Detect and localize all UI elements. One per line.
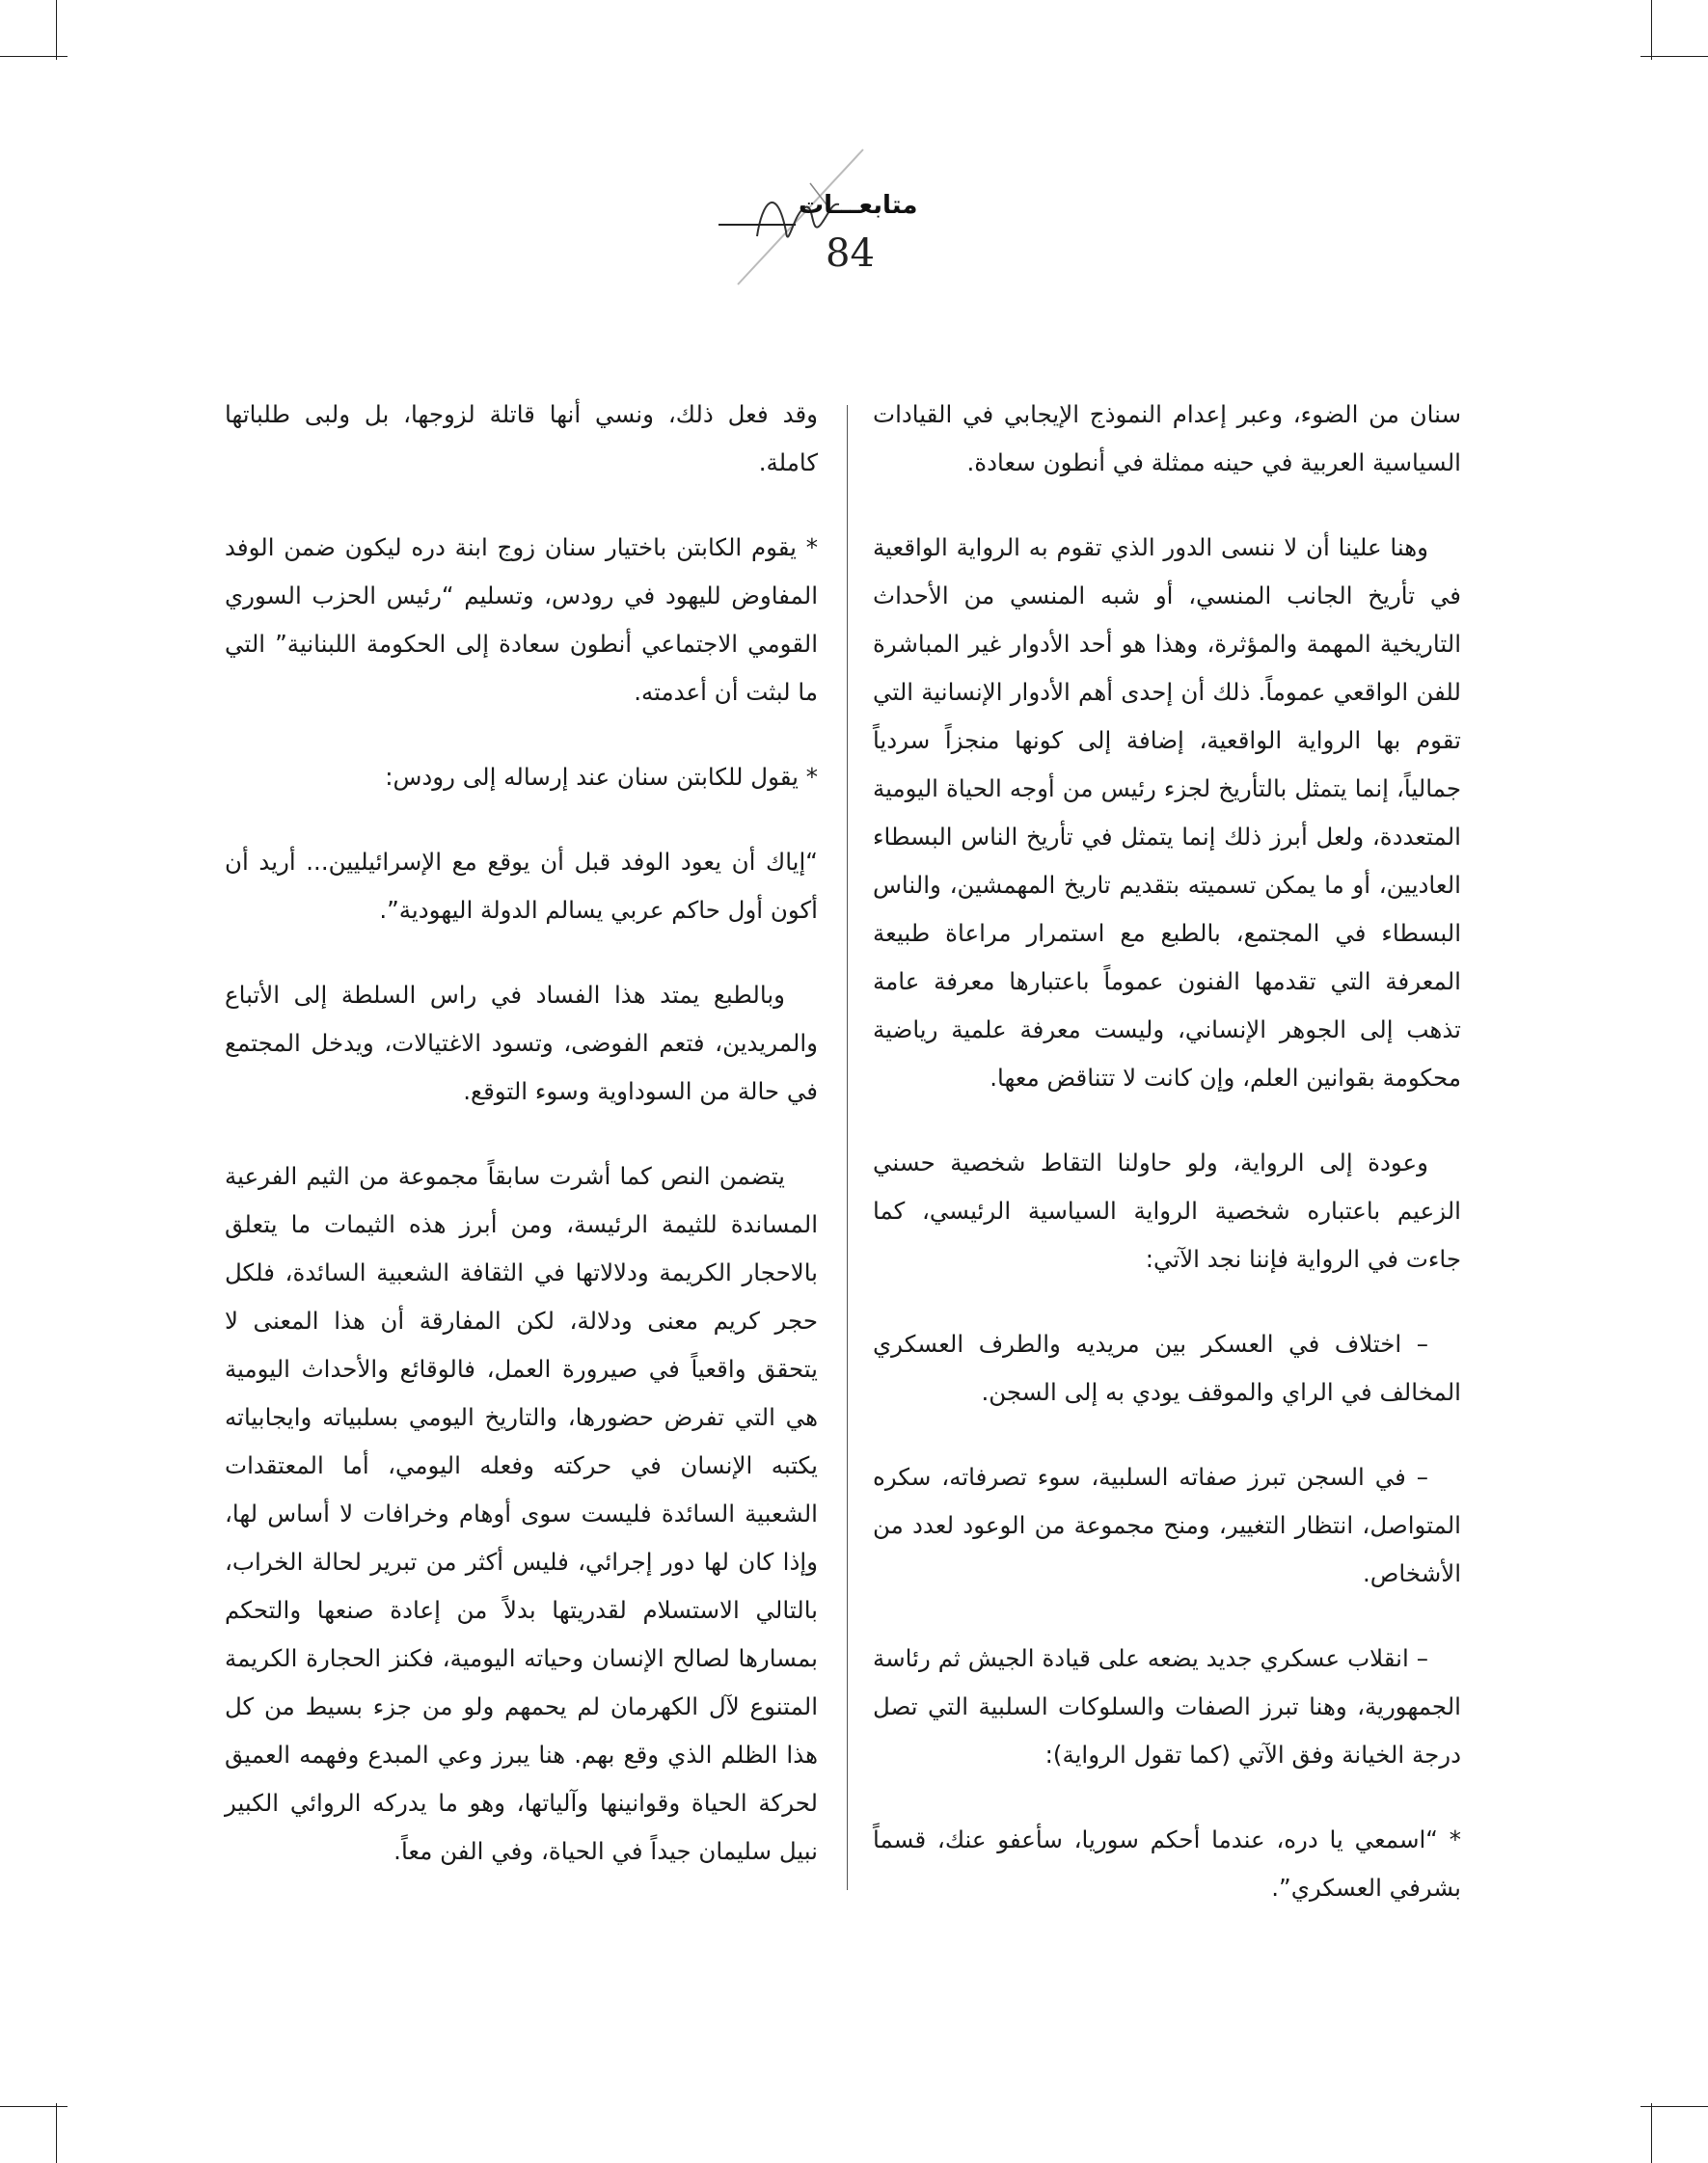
paragraph: وقد فعل ذلك، ونسي أنها قاتلة لزوجها، بل ولبى طلباتها كاملة. (225, 400, 818, 476)
list-item: * يقول للكابتن سنان عند إرساله إلى رودس: (385, 763, 818, 791)
paragraph: وعودة إلى الرواية، ولو حاولنا التقاط شخصية حسني الزعيم باعتباره شخصية الرواية السياسية الرئيسي، كما جاءت في الرواية فإننا نجد الآتي: (873, 1149, 1461, 1273)
crop-mark (1640, 2106, 1708, 2107)
crop-mark (56, 2103, 57, 2163)
crop-mark (0, 2106, 68, 2107)
quote: “إياك أن يعود الوفد قبل أن يوقع مع الإسرائيليين... أريد أن أكون أول حاكم عربي يسالم الدولة اليهودية”. (225, 848, 818, 924)
paragraph: يتضمن النص كما أشرت سابقاً مجموعة من الثيم الفرعية المساندة للثيمة الرئيسة، ومن أبرز هذه الثيمات ما يتعلق بالاحجار الكريمة ودلالاتها في الثقافة الشعبية السائدة، فلكل حجر كريم معنى ودلالة، لكن المفارقة أن هذا المعنى لا يتحقق واقعياً في صيرورة العمل، فالوقائع والأحداث اليومية هي التي تفرض حضورها، والتاريخ اليومي بسلبياته وايجابياته يكتبه الإنسان في حركته وفعله اليومي، أما المعتقدات الشعبية السائدة فليست سوى أوهام وخرافات لا أساس لها، وإذا كان لها دور إجرائي، فليس أكثر من تبرير لحالة الخراب، بالتالي الاستسلام لقدريتها بدلاً من إعادة صنعها والتحكم بمسارها لصالح الإنسان وحياته اليومية، فكنز الحجارة الكريمة المتنوع لآل الكهرمان لم يحمهم ولو من جزء بسيط من كل هذا الظلم الذي وقع بهم. هنا يبرز وعي المبدع وفهمه العميق لحركة الحياة وقوانينها وآلياتها، وهو ما يدركه الروائي الكبير نبيل سليمان جيداً في الحياة، وفي الفن معاً. (225, 1162, 818, 1865)
page-header (0, 135, 1708, 289)
list-item: * يقوم الكابتن باختيار سنان زوج ابنة دره ليكون ضمن الوفد المفاوض لليهود في رودس، وتسليم “رئيس الحزب السوري القومي الاجتماعي أنطون سعادة إلى الحكومة اللبنانية” التي ما لبثت أن أعدمته. (225, 533, 818, 706)
quote: * “اسمعي يا دره، عندما أحكم سوريا، سأعفو عنك، قسماً بشرفي العسكري”. (873, 1825, 1461, 1902)
crop-mark (0, 56, 68, 57)
column-divider (847, 405, 848, 1890)
crop-mark (1640, 56, 1708, 57)
paragraph: سنان من الضوء، وعبر إعدام النموذج الإيجابي في القيادات السياسية العربية في حينه ممثلة في أنطون سعادة. (873, 400, 1461, 476)
left-column (225, 391, 818, 1912)
list-item: – في السجن تبرز صفاته السلبية، سوء تصرفاته، سكره المتواصل، انتظار التغيير، ومنح مجموعة من الوعود لعدد من الأشخاص. (873, 1463, 1461, 1587)
list-item: – اختلاف في العسكر بين مريديه والطرف العسكري المخالف في الراي والموقف يودي به إلى السجن. (873, 1330, 1461, 1406)
list-item: – انقلاب عسكري جديد يضعه على قيادة الجيش ثم رئاسة الجمهورية، وهنا تبرز الصفات والسلوكات السلبية التي تصل درجة الخيانة وفق الآتي (كما تقول الرواية): (873, 1644, 1461, 1769)
crop-mark (1651, 2103, 1652, 2163)
header-rule (718, 224, 796, 226)
crop-mark (1651, 0, 1652, 60)
paragraph: وبالطبع يمتد هذا الفساد في راس السلطة إلى الأتباع والمريدين، فتعم الفوضى، وتسود الاغتيالات، ويدخل المجتمع في حالة من السوداوية وسوء التوقع. (225, 981, 818, 1105)
crop-mark (56, 0, 57, 60)
page-number: 84 (826, 231, 875, 276)
right-column (873, 391, 1461, 1949)
section-label: متابعـــات (799, 191, 918, 220)
paragraph: وهنا علينا أن لا ننسى الدور الذي تقوم به الرواية الواقعية في تأريخ الجانب المنسي، أو شبه المنسي من الأحداث التاريخية المهمة والمؤثرة، وهذا هو أحد الأدوار غير المباشرة للفن الواقعي عموماً. ذلك أن إحدى أهم الأدوار الإنسانية التي تقوم بها الرواية الواقعية، إضافة إلى كونها منجزاً سردياً جمالياً، إنما يتمثل بالتأريخ لجزء رئيس من أوجه الحياة اليومية المتعددة، ولعل أبرز ذلك إنما يتمثل في تأريخ الناس البسطاء العاديين، أو ما يمكن تسميته بتقديم تاريخ المهمشين، والناس البسطاء في المجتمع، بالطبع مع استمرار مراعاة طبيعة المعرفة التي تقدمها الفنون عموماً باعتبارها معرفة عامة تذهب إلى الجوهر الإنساني، وليست معرفة علمية رياضية محكومة بقوانين العلم، وإن كانت لا تتناقض معها. (873, 533, 1461, 1092)
